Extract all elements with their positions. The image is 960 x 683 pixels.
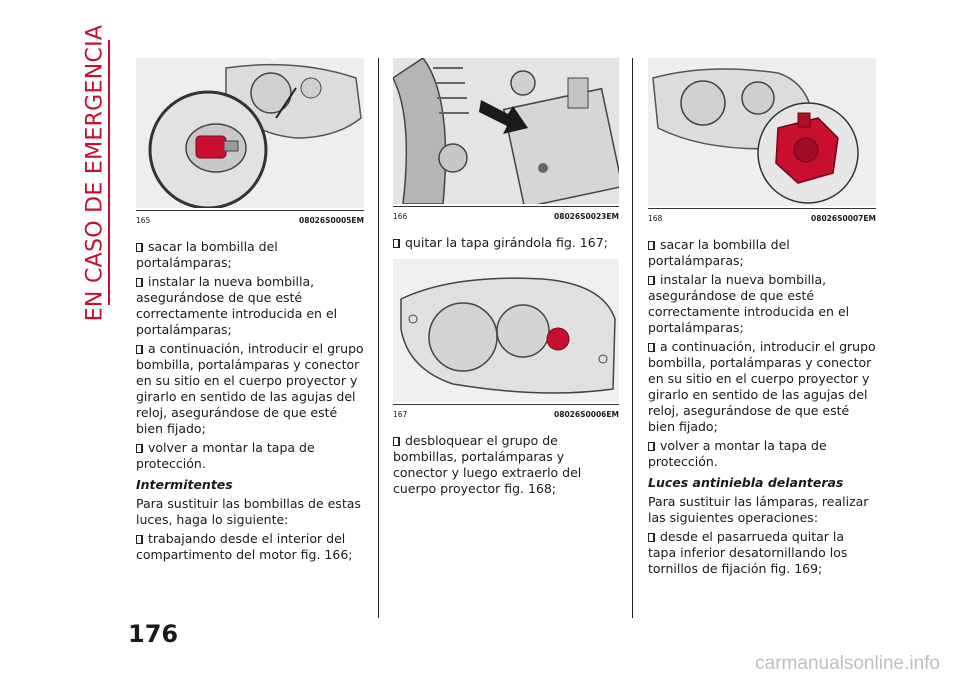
headlamp-cover-illustration [393, 259, 619, 402]
column-1 [136, 58, 364, 566]
figure-number: 167 [393, 410, 408, 419]
paragraph: Para sustituir las bombillas de estas luces, haga lo siguiente: [136, 496, 361, 527]
subheading: Luces antiniebla delanteras [648, 475, 844, 490]
figure-number: 166 [393, 212, 408, 221]
figure-165 [136, 58, 364, 208]
column-2 [393, 58, 619, 500]
section-rule [108, 40, 110, 305]
instruction-item: volver a montar la tapa de protección. [648, 438, 876, 470]
instruction-item: a continuación, introducir el grupo bombilla, portalámparas y conector en su sitio en el cuerpo proyector y girarlo en sentido de las agujas del reloj, asegurándose de que esté bien fijado; [136, 341, 364, 436]
subheading: Intermitentes [136, 477, 233, 492]
section-tab [80, 24, 110, 321]
instruction-item: sacar la bombilla del portalámparas; [136, 239, 364, 271]
figure-167 [393, 259, 619, 402]
figure-caption [393, 404, 619, 423]
column-divider [632, 58, 633, 618]
figure-code: 08026S0005EM [299, 216, 364, 225]
column-3 [648, 58, 876, 580]
instruction-item: sacar la bombilla del portalámparas; [648, 237, 876, 269]
section-title: EN CASO DE EMERGENCIA [82, 24, 108, 321]
figure-number: 165 [136, 216, 151, 225]
figure-number: 168 [648, 214, 663, 223]
instruction-item: instalar la nueva bombilla, asegurándose de que esté correctamente introducida en el portalámparas; [136, 274, 364, 338]
figure-code: 08026S0023EM [554, 212, 619, 221]
engine-compartment-illustration [393, 58, 619, 204]
instruction-item: trabajando desde el interior del compartimento del motor fig. 166; [136, 531, 364, 563]
bulb-holder-illustration [648, 58, 876, 206]
instruction-item: quitar la tapa girándola fig. 167; [393, 235, 619, 251]
figure-caption [393, 206, 619, 225]
instruction-item: desde el pasarrueda quitar la tapa inferior desatornillando los tornillos de fijación fig. 169; [648, 529, 876, 577]
headlamp-bulb-illustration [136, 58, 364, 208]
instruction-item: volver a montar la tapa de protección. [136, 440, 364, 472]
figure-caption [648, 208, 876, 227]
figure-caption [136, 210, 364, 229]
instruction-item: desbloquear el grupo de bombillas, portalámparas y conector y luego extraerlo del cuerpo proyector fig. 168; [393, 433, 619, 497]
figure-168 [648, 58, 876, 206]
instruction-item: instalar la nueva bombilla, asegurándose de que esté correctamente introducida en el portalámparas; [648, 272, 876, 336]
paragraph: Para sustituir las lámparas, realizar las siguientes operaciones: [648, 494, 869, 525]
figure-code: 08026S0007EM [811, 214, 876, 223]
figure-code: 08026S0006EM [554, 410, 619, 419]
figure-166 [393, 58, 619, 204]
column-divider [378, 58, 379, 618]
watermark: carmanualsonline.info [755, 653, 940, 674]
page-number: 176 [128, 620, 179, 648]
instruction-item: a continuación, introducir el grupo bombilla, portalámparas y conector en su sitio en el cuerpo proyector y girarlo en sentido de las agujas del reloj, asegurándose de que esté bien fijado; [648, 339, 876, 434]
